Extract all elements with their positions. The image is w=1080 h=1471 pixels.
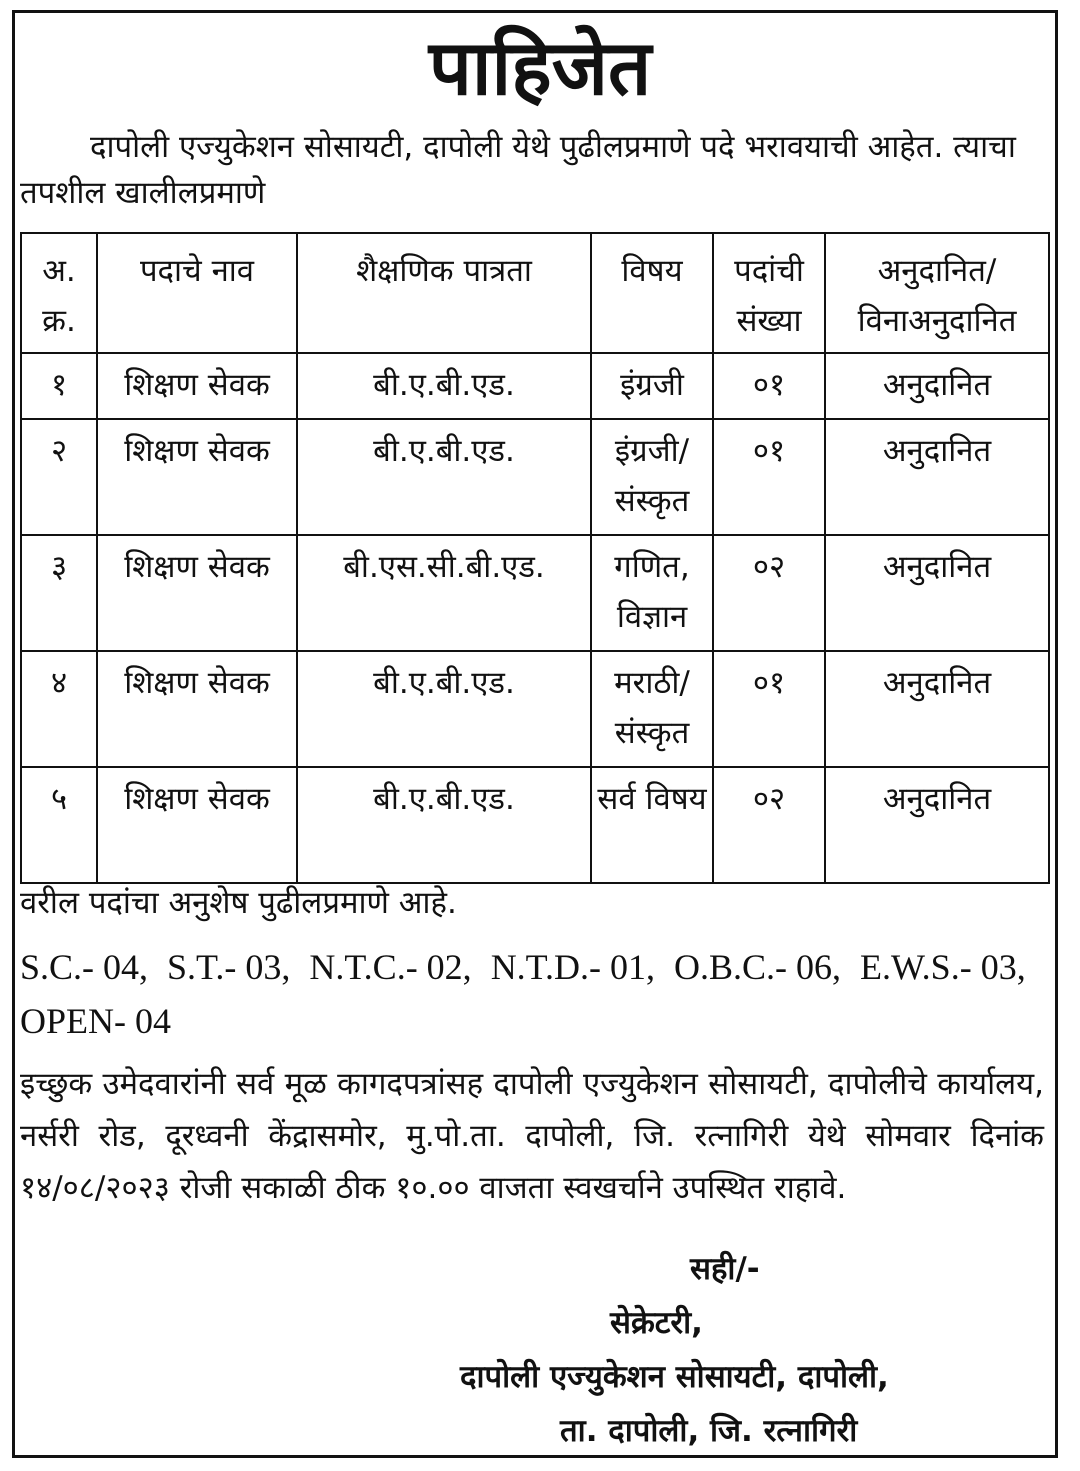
- instructions-paragraph: इच्छुक उमेदवारांनी सर्व मूळ कागदपत्रांसह दापोली एज्युकेशन सोसायटी, दापोलीचे कार्यालय, नर्सरी रोड, दूरध्वनी केंद्रासमोर, मु.पो.ता. दापोली, जि. रत्नागिरी येथे सोमवार दिनांक १४/०८/२०२३ रोजी सकाळी ठीक १०.०० वाजता स्वखर्चाने उपस्थित राहावे.: [20, 1066, 1044, 1206]
- cell-serial: १: [21, 353, 97, 419]
- intro-paragraph: दापोली एज्युकेशन सोसायटी, दापोली येथे पुढीलप्रमाणे पदे भरावयाची आहेत. त्याचा तपशील खालीलप्रमाणे: [20, 129, 1016, 211]
- cell-serial: ४: [21, 651, 97, 767]
- cell-post-name: शिक्षण सेवक: [97, 353, 297, 419]
- cell-qualification: बी.ए.बी.एड.: [297, 353, 591, 419]
- cell-subject: सर्व विषय: [591, 767, 713, 883]
- cell-subject: इंग्रजी: [591, 353, 713, 419]
- category-obc: O.B.C.- 06,: [674, 947, 842, 987]
- category-ews: E.W.S.- 03,: [860, 947, 1026, 987]
- table-header-row: [21, 233, 1049, 353]
- cell-subject: गणित, विज्ञान: [591, 535, 713, 651]
- cell-grant-status: अनुदानित: [825, 651, 1049, 767]
- advertisement-title: पाहिजेत: [428, 23, 652, 112]
- signature-block: [420, 1242, 1040, 1458]
- table-row: [21, 353, 1049, 419]
- cell-post-count: ०१: [713, 419, 825, 535]
- category-open: OPEN- 04: [20, 1001, 171, 1041]
- cell-post-count: ०१: [713, 651, 825, 767]
- cell-post-count: ०२: [713, 767, 825, 883]
- cell-qualification: बी.ए.बी.एड.: [297, 419, 591, 535]
- cell-qualification: बी.एस.सी.बी.एड.: [297, 535, 591, 651]
- cell-serial: २: [21, 419, 97, 535]
- cell-post-name: शिक्षण सेवक: [97, 767, 297, 883]
- cell-post-name: शिक्षण सेवक: [97, 535, 297, 651]
- cell-post-name: शिक्षण सेवक: [97, 651, 297, 767]
- header-post-name: पदाचे नाव: [97, 233, 297, 353]
- cell-serial: ३: [21, 535, 97, 651]
- table-row: [21, 535, 1049, 651]
- cell-post-count: ०१: [713, 353, 825, 419]
- cell-grant-status: अनुदानित: [825, 535, 1049, 651]
- header-post-count: पदांची संख्या: [713, 233, 825, 353]
- category-ntd: N.T.D.- 01,: [490, 947, 655, 987]
- category-st: S.T.- 03,: [167, 947, 291, 987]
- header-qualification: शैक्षणिक पात्रता: [297, 233, 591, 353]
- table-row: [21, 767, 1049, 883]
- signature-designation: सेक्रेटरी,: [610, 1305, 703, 1341]
- backlog-intro: वरील पदांचा अनुशेष पुढीलप्रमाणे आहे.: [20, 885, 457, 921]
- cell-subject: इंग्रजी/ संस्कृत: [591, 419, 713, 535]
- cell-subject: मराठी/ संस्कृत: [591, 651, 713, 767]
- cell-qualification: बी.ए.बी.एड.: [297, 651, 591, 767]
- header-subject: विषय: [591, 233, 713, 353]
- signature-location: ता. दापोली, जि. रत्नागिरी: [560, 1413, 858, 1449]
- reservation-categories: [20, 940, 1050, 1048]
- table-row: [21, 651, 1049, 767]
- cell-grant-status: अनुदानित: [825, 767, 1049, 883]
- cell-qualification: बी.ए.बी.एड.: [297, 767, 591, 883]
- category-ntc: N.T.C.- 02,: [309, 947, 472, 987]
- cell-post-name: शिक्षण सेवक: [97, 419, 297, 535]
- cell-serial: ५: [21, 767, 97, 883]
- signature-signed: सही/-: [690, 1251, 760, 1287]
- category-sc: S.C.- 04,: [20, 947, 149, 987]
- vacancy-table: [20, 232, 1050, 884]
- header-grant-status: अनुदानित/ विनाअनुदानित: [825, 233, 1049, 353]
- cell-post-count: ०२: [713, 535, 825, 651]
- cell-grant-status: अनुदानित: [825, 353, 1049, 419]
- header-serial: अ. क्र.: [21, 233, 97, 353]
- cell-grant-status: अनुदानित: [825, 419, 1049, 535]
- signature-organization: दापोली एज्युकेशन सोसायटी, दापोली,: [460, 1359, 889, 1395]
- table-row: [21, 419, 1049, 535]
